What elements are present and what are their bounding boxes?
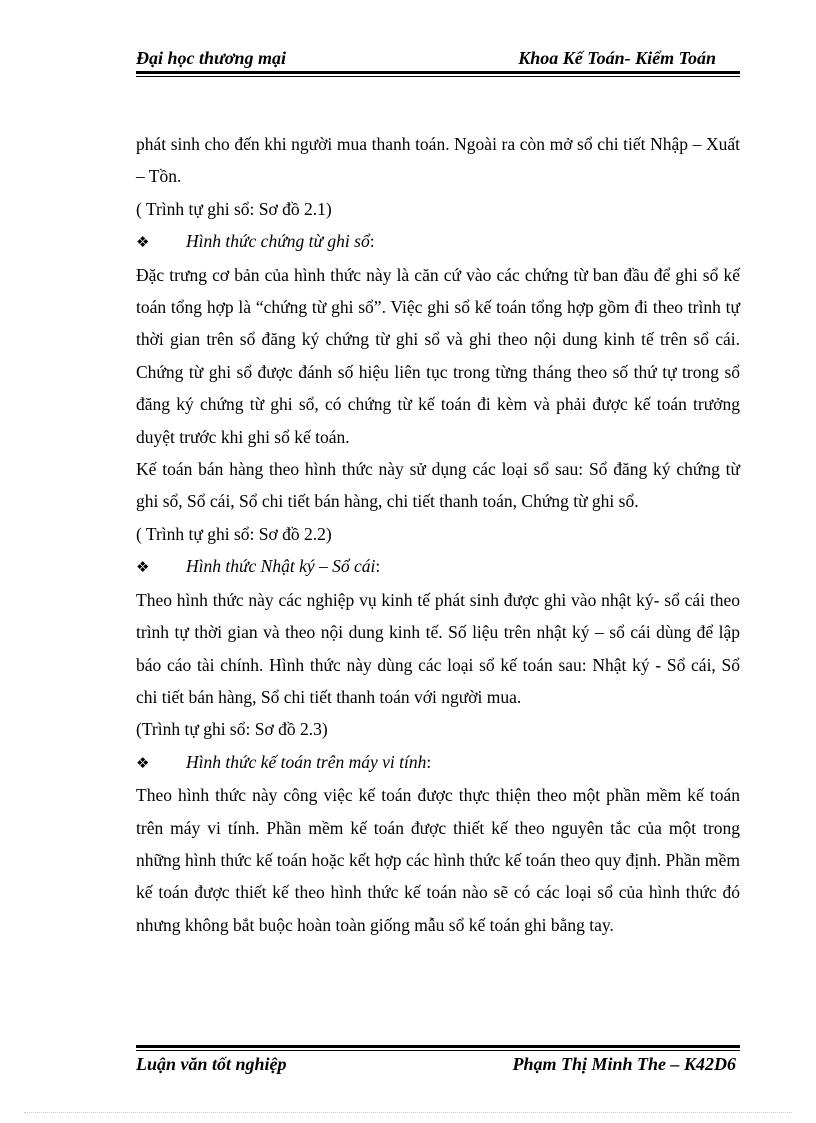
- page-header: [136, 48, 740, 70]
- bullet-heading-journal-ledger: ❖ Hình thức Nhật ký – Sổ cái:: [136, 550, 740, 583]
- bullet-heading-title: Hình thức kế toán trên máy vi tính: [186, 751, 427, 772]
- page-body: [136, 128, 740, 941]
- bullet-heading-computer-accounting: ❖ Hình thức kế toán trên máy vi tính:: [136, 746, 740, 779]
- header-university: Đại học thương mại: [136, 48, 286, 68]
- paragraph-computer-accounting: Theo hình thức này công việc kế toán được thực thiện theo một phần mềm kế toán trên máy vi tính. Phần mềm kế toán được thiết kế theo nguyên tắc của một trong những hình thức kế toán hoặc kết hợp các hình thức kế toán theo quy định. Phần mềm kế toán được thiết kế theo hình thức kế toán nào sẽ có các loại sổ của hình thức đó nhưng không bắt buộc hoàn toàn giống mẫu sổ kế toán ghi bằng tay.: [136, 785, 740, 935]
- diagram-reference-2-3: (Trình tự ghi sổ: Sơ đồ 2.3): [136, 719, 328, 740]
- diagram-reference-2-2: ( Trình tự ghi sổ: Sơ đồ 2.2): [136, 523, 332, 544]
- bullet-heading-title: Hình thức chứng từ ghi sổ: [186, 231, 370, 252]
- header-rule-thick: [136, 71, 740, 74]
- paragraph-voucher-form: Đặc trưng cơ bản của hình thức này là căn cứ vào các chứng từ ban đầu để ghi sổ kế toán tổng hợp là “chứng từ ghi sổ”. Việc ghi sổ kế toán tổng hợp gồm đi theo trình tự thời gian trên sổ đăng ký chứng từ ghi sổ và ghi theo nội dung kinh tế trên sổ cái. Chứng từ ghi sổ được đánh số hiệu liên tục trong từng tháng theo số thứ tự trong sổ đăng ký chứng từ ghi sổ, có chứng từ kế toán đi kèm và phải được kế toán trưởng duyệt trước khi ghi sổ kế toán.: [136, 264, 740, 447]
- page-bottom-dotted-border: [24, 1112, 792, 1113]
- footer-document-type: Luận văn tốt nghiệp: [136, 1054, 287, 1074]
- bullet-heading-title: Hình thức Nhật ký – Sổ cái: [186, 556, 376, 577]
- paragraph-journal-ledger: Theo hình thức này các nghiệp vụ kinh tế phát sinh được ghi vào nhật ký- sổ cái theo trình tự thời gian và theo nội dung kinh tế. Số liệu trên nhật ký – sổ cái dùng để lập báo cáo tài chính. Hình thức này dùng các loại sổ kế toán sau: Nhật ký - Sổ cái, Sổ chi tiết bán hàng, Sổ chi tiết thanh toán với người mua.: [136, 589, 740, 707]
- header-rule-thin: [136, 76, 740, 77]
- footer-rule-thick: [136, 1045, 740, 1048]
- diamond-bullet-icon: ❖: [136, 753, 150, 772]
- paragraph-voucher-books: Kế toán bán hàng theo hình thức này sử dụng các loại sổ sau: Sổ đăng ký chứng từ ghi sổ, Sổ cái, Sổ chi tiết bán hàng, chi tiết thanh toán, Chứng từ ghi sổ.: [136, 459, 740, 512]
- diamond-bullet-icon: ❖: [136, 558, 150, 577]
- bullet-heading-voucher-form: ❖ Hình thức chứng từ ghi sổ:: [136, 225, 740, 258]
- header-faculty: Khoa Kế Toán- Kiểm Toán: [518, 48, 716, 68]
- diagram-reference-2-1: ( Trình tự ghi sổ: Sơ đồ 2.1): [136, 198, 332, 219]
- paragraph-continuation: phát sinh cho đến khi người mua thanh toán. Ngoài ra còn mở sổ chi tiết Nhập – Xuất – Tồn.: [136, 134, 740, 187]
- footer-rule-thin: [136, 1050, 740, 1051]
- page-footer: [136, 1054, 740, 1076]
- diamond-bullet-icon: ❖: [136, 233, 150, 252]
- footer-author: Phạm Thị Minh The – K42D6: [512, 1054, 736, 1074]
